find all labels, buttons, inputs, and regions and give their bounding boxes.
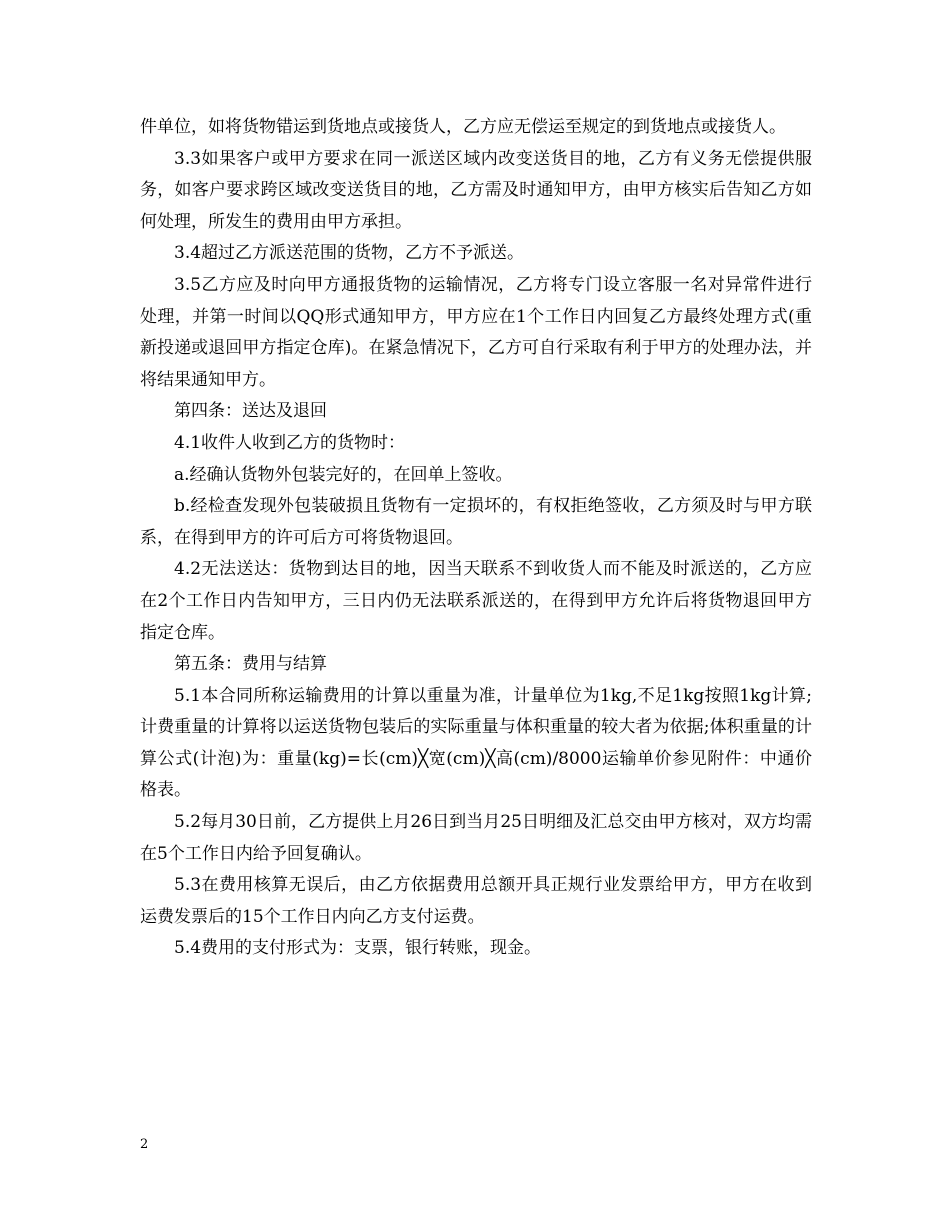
paragraph-5-1: 5.1本合同所称运输费用的计算以重量为准，计量单位为1kg,不足1kg按照1kg计算;计费重量的计算将以运送货物包装后的实际重量与体积重量的较大者为依据;体积重量的计算公式(计泡)为：重量(kg)=长(cm)╳宽(cm)╳高(cm)/8000运输单价参见附件：中通价格表。	[140, 685, 812, 801]
paragraph-5-2: 5.2每月30日前，乙方提供上月26日到当月25日明细及汇总交由甲方核对，双方均需在5个工作日内给予回复确认。	[140, 812, 812, 864]
paragraph-continued: 件单位，如将货物错运到货地点或接货人，乙方应无偿运至规定的到货地点或接货人。	[140, 117, 786, 137]
paragraph-5-4: 5.4费用的支付形式为：支票，银行转账，现金。	[174, 938, 542, 959]
paragraph-3-3: 3.3如果客户或甲方要求在同一派送区域内改变送货目的地，乙方有义务无偿提供服务，如客户要求跨区域改变送货目的地，乙方需及时通知甲方，由甲方核实后告知乙方如何处理，所发生的费用由甲方承担。	[140, 148, 812, 232]
page-number: 2	[140, 1137, 149, 1152]
paragraph-4-1-a: a.经确认货物外包装完好的，在回单上签收。	[174, 464, 513, 485]
paragraph-4-1-b: b.经检查发现外包装破损且货物有一定损坏的，有权拒绝签收，乙方须及时与甲方联系，在得到甲方的许可后方可将货物退回。	[140, 496, 812, 548]
paragraph-3-5: 3.5乙方应及时向甲方通报货物的运输情况，乙方将专门设立客服一名对异常件进行处理，并第一时间以QQ形式通知甲方，甲方应在1个工作日内回复乙方最终处理方式(重新投递或退回甲方指定仓库)。在紧急情况下，乙方可自行采取有利于甲方的处理办法，并将结果通知甲方。	[140, 274, 812, 390]
document-body	[140, 112, 812, 965]
paragraph-5-3: 5.3在费用核算无误后，由乙方依据费用总额开具正规行业发票给甲方，甲方在收到运费发票后的15个工作日内向乙方支付运费。	[140, 875, 812, 927]
article-5-heading: 第五条：费用与结算	[174, 654, 327, 675]
paragraph-4-2: 4.2无法送达：货物到达目的地，因当天联系不到收货人而不能及时派送的，乙方应在2个工作日内告知甲方，三日内仍无法联系派送的，在得到甲方允许后将货物退回甲方指定仓库。	[140, 559, 812, 643]
article-4-heading: 第四条：送达及退回	[174, 401, 327, 422]
paragraph-3-4: 3.4超过乙方派送范围的货物，乙方不予派送。	[174, 243, 525, 264]
paragraph-4-1: 4.1收件人收到乙方的货物时：	[174, 432, 406, 453]
